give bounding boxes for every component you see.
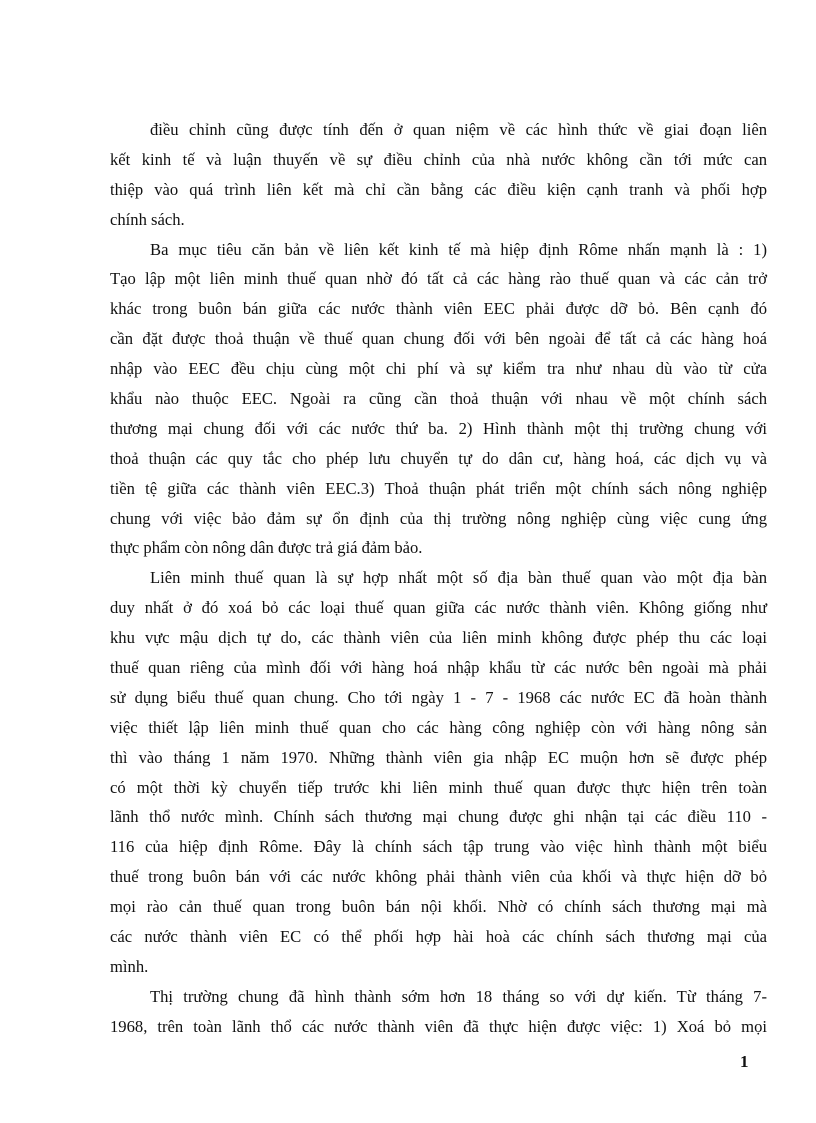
text-line: có một thời kỳ chuyển tiếp trước khi liên minh thuế quan được thực hiện trên toàn	[110, 777, 767, 797]
document-body	[110, 115, 767, 1042]
text-line: nhập vào EEC đều chịu cùng một chi phí và sự kiểm tra như nhau dù vào từ cửa	[110, 359, 767, 379]
text-line: thuế quan riêng của mình đối với hàng hoá nhập khẩu từ các nước bên ngoài mà phải	[110, 658, 767, 678]
text-line: việc thiết lập liên minh thuế quan cho các hàng công nghiệp còn với hàng nông sản	[110, 717, 767, 737]
text-line: khẩu nào thuộc EEC. Ngoài ra cũng cần thoả thuận với nhau về một chính sách	[110, 389, 767, 409]
text-line: thực phẩm còn nông dân được trả giá đảm bảo.	[110, 538, 423, 558]
text-line: 1968, trên toàn lãnh thổ các nước thành viên đã thực hiện được việc: 1) Xoá bỏ mọi	[110, 1016, 767, 1036]
text-line: Tạo lập một liên minh thuế quan nhờ đó tất cả các hàng rào thuế quan và các cản trở	[110, 269, 767, 289]
text-line: khu vực mậu dịch tự do, các thành viên của liên minh không được phép thu các loại	[110, 628, 767, 648]
text-line: thiệp vào quá trình liên kết mà chỉ cần bằng các điều kiện cạnh tranh và phối hợp	[110, 179, 767, 199]
text-line: điều chỉnh cũng được tính đến ở quan niệm về các hình thức về giai đoạn liên	[150, 120, 767, 139]
text-line: sử dụng biểu thuế quan chung. Cho tới ngày 1 - 7 - 1968 các nước EC đã hoàn thành	[110, 687, 767, 707]
text-line: khác trong buôn bán giữa các nước thành viên EEC phải được dỡ bỏ. Bên cạnh đó	[110, 299, 767, 319]
text-line: chính sách.	[110, 209, 185, 229]
text-line: cần đặt được thoả thuận về thuế quan chung đối với bên ngoài để tất cả các hàng hoá	[110, 329, 767, 349]
text-line: mình.	[110, 956, 149, 976]
page-number: 1	[740, 1052, 749, 1071]
text-line: tiền tệ giữa các thành viên EEC.3) Thoả thuận phát triển một chính sách nông nghiệp	[110, 478, 767, 498]
text-line: Ba mục tiêu căn bản về liên kết kinh tế mà hiệp định Rôme nhấn mạnh là : 1)	[150, 239, 767, 259]
text-line: chung với việc bảo đảm sự ổn định của thị trường nông nghiệp cùng việc cung ứng	[110, 508, 767, 528]
text-line: duy nhất ở đó xoá bỏ các loại thuế quan giữa các nước thành viên. Không giống như	[110, 598, 767, 618]
text-line: thương mại chung đối với các nước thứ ba. 2) Hình thành một thị trường chung với	[110, 418, 767, 438]
text-line: lãnh thổ nước mình. Chính sách thương mại chung được ghi nhận tại các điều 110 -	[110, 807, 767, 827]
paragraph	[110, 563, 767, 981]
paragraph	[110, 235, 767, 564]
text-line: các nước thành viên EC có thể phối hợp hài hoà các chính sách thương mại của	[110, 927, 767, 947]
text-line: Liên minh thuế quan là sự hợp nhất một số địa bàn thuế quan vào một địa bàn	[150, 568, 767, 588]
text-line: 116 của hiệp định Rôme. Đây là chính sách tập trung vào việc hình thành một biểu	[110, 837, 767, 857]
text-line: kết kinh tế và luận thuyến về sự điều chỉnh của nhà nước không cần tới mức can	[110, 149, 767, 169]
text-line: thuế trong buôn bán với các nước không phải thành viên của khối và thực hiện dỡ bỏ	[110, 867, 767, 887]
text-line: mọi rào cản thuế quan trong buôn bán nội khối. Nhờ có chính sách thương mại mà	[110, 897, 767, 917]
text-line: thì vào tháng 1 năm 1970. Những thành viên gia nhập EC muộn hơn sẽ được phép	[110, 747, 767, 767]
text-line: Thị trường chung đã hình thành sớm hơn 18 tháng so với dự kiến. Từ tháng 7-	[150, 986, 767, 1006]
text-line: thoả thuận các quy tắc cho phép lưu chuyển tự do dân cư, hàng hoá, các dịch vụ và	[110, 448, 767, 468]
paragraph	[110, 115, 767, 235]
paragraph	[110, 982, 767, 1042]
